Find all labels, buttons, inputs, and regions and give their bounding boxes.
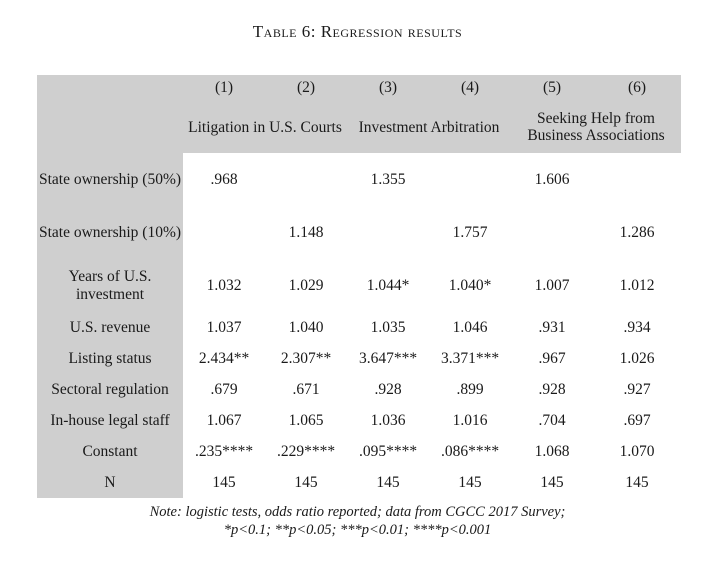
- table-row: [37, 153, 681, 206]
- table-cell: .095****: [358, 442, 418, 460]
- column-number: (6): [593, 75, 681, 101]
- table-cell: 2.307**: [280, 349, 332, 367]
- header-corner: [37, 101, 183, 153]
- table-row: [37, 436, 681, 467]
- row-label: N: [37, 467, 183, 498]
- table-cell: .235****: [194, 442, 254, 460]
- table-cell: [347, 206, 429, 259]
- row-label: State ownership (10%): [37, 206, 183, 259]
- regression-table: [37, 75, 681, 498]
- table-cell: 1.148: [288, 223, 324, 241]
- column-number: (1): [183, 75, 265, 101]
- table-cell: 1.355: [370, 170, 406, 188]
- table-cell: 1.036: [370, 411, 406, 429]
- row-label: Constant: [37, 436, 183, 467]
- table-title: Table 6: Regression results: [252, 22, 463, 41]
- row-label: Years of U.S. investment: [37, 259, 183, 312]
- column-group-label: Investment Arbitration: [347, 101, 511, 153]
- table-cell: 1.012: [619, 276, 655, 294]
- table-cell: 1.026: [619, 349, 655, 367]
- column-number-row: [37, 75, 681, 101]
- table-cell: 1.757: [452, 223, 488, 241]
- table-cell: .968: [210, 170, 238, 188]
- table-cell: .671: [292, 380, 320, 398]
- table-row: [37, 259, 681, 312]
- table-cell: 3.647***: [358, 349, 418, 367]
- table-cell: 1.070: [619, 442, 655, 460]
- table-cell: [511, 206, 593, 259]
- table-cell: 1.040*: [448, 276, 492, 294]
- table-cell: 1.040: [288, 318, 324, 336]
- column-group-label: Seeking Help from Business Associations: [511, 101, 681, 153]
- table-cell: .928: [538, 380, 566, 398]
- table-cell: .934: [623, 318, 651, 336]
- table-cell: 1.067: [206, 411, 242, 429]
- table-cell: [593, 153, 681, 206]
- table-row: [37, 467, 681, 498]
- table-row: [37, 343, 681, 374]
- row-label: U.S. revenue: [37, 312, 183, 343]
- header-corner: [37, 75, 183, 101]
- table-cell: [265, 153, 347, 206]
- column-number: (2): [265, 75, 347, 101]
- table-note-line: *p<0.1; **p<0.05; ***p<0.01; ****p<0.001: [223, 522, 492, 538]
- table-row: [37, 405, 681, 436]
- column-number: (4): [429, 75, 511, 101]
- column-number: (3): [347, 75, 429, 101]
- row-label: Sectoral regulation: [37, 374, 183, 405]
- table-cell: 1.035: [370, 318, 406, 336]
- table-cell: 1.044*: [366, 276, 410, 294]
- table-cell: [429, 153, 511, 206]
- table-cell: .967: [538, 349, 566, 367]
- column-group-label: Litigation in U.S. Courts: [183, 101, 347, 153]
- table-cell: 1.606: [534, 170, 570, 188]
- table-cell: 145: [376, 473, 400, 491]
- table-cell: 2.434**: [198, 349, 250, 367]
- table-row: [37, 374, 681, 405]
- table-note-line: Note: logistic tests, odds ratio reported; data from CGCC 2017 Survey;: [149, 504, 566, 520]
- column-group-row: [37, 101, 681, 153]
- table-cell: 145: [625, 473, 649, 491]
- table-cell: 1.007: [534, 276, 570, 294]
- table-cell: .927: [623, 380, 651, 398]
- table-cell: .086****: [440, 442, 500, 460]
- table-cell: .704: [538, 411, 566, 429]
- table-cell: .697: [623, 411, 651, 429]
- table-cell: 145: [458, 473, 482, 491]
- table-cell: 1.029: [288, 276, 324, 294]
- row-label: State ownership (50%): [37, 153, 183, 206]
- table-cell: 145: [540, 473, 564, 491]
- row-label: In-house legal staff: [37, 405, 183, 436]
- table-cell: 1.016: [452, 411, 488, 429]
- table-cell: 1.037: [206, 318, 242, 336]
- table-cell: .928: [374, 380, 402, 398]
- table-cell: 145: [212, 473, 236, 491]
- column-number: (5): [511, 75, 593, 101]
- table-cell: .679: [210, 380, 238, 398]
- table-cell: 1.068: [534, 442, 570, 460]
- table-cell: .899: [456, 380, 484, 398]
- row-label: Listing status: [37, 343, 183, 374]
- table-cell: .229****: [276, 442, 336, 460]
- table-cell: .931: [538, 318, 566, 336]
- table-cell: 3.371***: [440, 349, 500, 367]
- table-note: [0, 503, 715, 539]
- table-row: [37, 312, 681, 343]
- table-cell: 1.286: [619, 223, 655, 241]
- table-row: [37, 206, 681, 259]
- table-cell: 1.065: [288, 411, 324, 429]
- table-cell: 1.046: [452, 318, 488, 336]
- table-cell: 1.032: [206, 276, 242, 294]
- table-cell: 145: [294, 473, 318, 491]
- table-cell: [183, 206, 265, 259]
